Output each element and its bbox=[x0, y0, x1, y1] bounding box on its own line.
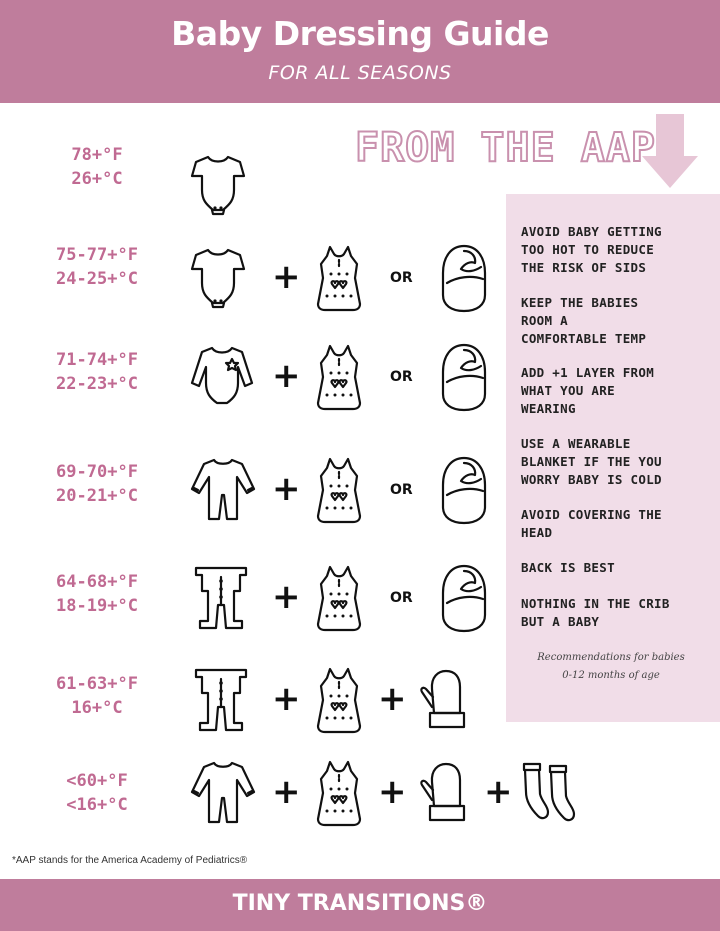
brand-name: TINY TRANSITIONS® bbox=[232, 891, 488, 916]
temperature-fahrenheit: 61-63+°F bbox=[56, 674, 138, 694]
aap-tip-line: BLANKET IF THE YOU bbox=[521, 454, 662, 469]
temperature-celsius: 26+°C bbox=[71, 169, 123, 189]
mitten-icon bbox=[418, 669, 470, 731]
sleep-sack-icon bbox=[317, 666, 361, 734]
temperature-label bbox=[22, 570, 172, 618]
aap-heading: FROM THE AAP bbox=[355, 125, 656, 171]
header-banner bbox=[0, 0, 720, 103]
aap-tip bbox=[521, 435, 716, 489]
plus-sign: + bbox=[272, 772, 301, 812]
arrow-down-icon bbox=[640, 112, 700, 190]
plus-sign: + bbox=[272, 679, 301, 719]
temperature-celsius: 16+°C bbox=[71, 698, 123, 718]
temperature-fahrenheit: <60+°F bbox=[66, 771, 128, 791]
short-sleeve-bodysuit-icon bbox=[190, 247, 246, 309]
short-sleeve-bodysuit-icon bbox=[190, 154, 246, 216]
temperature-celsius: 20-21+°C bbox=[56, 486, 138, 506]
aap-tip-line: NOTHING IN THE CRIB bbox=[521, 596, 670, 611]
aap-tip bbox=[521, 559, 716, 577]
mitten-icon bbox=[418, 762, 470, 824]
plus-sign: + bbox=[272, 356, 301, 396]
aap-tip-line: USE A WEARABLE bbox=[521, 436, 631, 451]
footless-sleeper-icon bbox=[190, 457, 256, 523]
plus-sign: + bbox=[272, 469, 301, 509]
swaddle-icon bbox=[441, 563, 487, 633]
footed-sleeper-icon bbox=[190, 667, 252, 733]
aap-tip-line: ADD +1 LAYER FROM bbox=[521, 365, 655, 380]
temperature-fahrenheit: 78+°F bbox=[71, 145, 123, 165]
plus-sign: + bbox=[272, 577, 301, 617]
sleep-sack-icon bbox=[317, 244, 361, 312]
aap-tip-line: AVOID COVERING THE bbox=[521, 507, 662, 522]
aap-tip-line: WORRY BABY IS COLD bbox=[521, 472, 662, 487]
page-title: Baby Dressing Guide bbox=[171, 14, 549, 53]
aap-tip-line: BUT A BABY bbox=[521, 614, 600, 629]
temperature-label bbox=[22, 460, 172, 508]
plus-sign: + bbox=[378, 679, 407, 719]
temperature-label bbox=[22, 672, 172, 720]
sleep-sack-icon bbox=[317, 343, 361, 411]
footer-banner bbox=[0, 879, 720, 931]
temperature-fahrenheit: 71-74+°F bbox=[56, 350, 138, 370]
sleep-sack-icon bbox=[317, 456, 361, 524]
socks-icon bbox=[518, 760, 578, 826]
plus-sign: + bbox=[378, 772, 407, 812]
sleep-sack-icon bbox=[317, 759, 361, 827]
swaddle-icon bbox=[441, 455, 487, 525]
aap-tip-line: WHAT YOU ARE bbox=[521, 383, 615, 398]
plus-sign: + bbox=[272, 257, 301, 297]
aap-tips-panel bbox=[506, 194, 720, 722]
footless-sleeper-icon bbox=[190, 760, 256, 826]
plus-sign: + bbox=[484, 772, 513, 812]
aap-tip-line: WEARING bbox=[521, 401, 576, 416]
or-label: OR bbox=[390, 590, 413, 606]
footed-sleeper-icon bbox=[190, 565, 252, 631]
temperature-label bbox=[22, 143, 172, 191]
sleep-sack-icon bbox=[317, 564, 361, 632]
temperature-label bbox=[22, 243, 172, 291]
page-subtitle: FOR ALL SEASONS bbox=[268, 62, 452, 84]
aap-tip-line: KEEP THE BABIES bbox=[521, 295, 639, 310]
long-sleeve-bodysuit-icon bbox=[190, 345, 254, 409]
temperature-celsius: 18-19+°C bbox=[56, 596, 138, 616]
aap-tip bbox=[521, 294, 716, 348]
age-note-line: Recommendations for babies bbox=[537, 652, 685, 663]
aap-tip-line: THE RISK OF SIDS bbox=[521, 260, 647, 275]
swaddle-icon bbox=[441, 243, 487, 313]
temperature-fahrenheit: 75-77+°F bbox=[56, 245, 138, 265]
aap-tip-line: HEAD bbox=[521, 525, 553, 540]
aap-tip bbox=[521, 506, 716, 542]
temperature-celsius: 22-23+°C bbox=[56, 374, 138, 394]
aap-tip-line: BACK IS BEST bbox=[521, 560, 615, 575]
or-label: OR bbox=[390, 482, 413, 498]
aap-tip bbox=[521, 364, 716, 418]
temperature-label bbox=[22, 348, 172, 396]
temperature-fahrenheit: 69-70+°F bbox=[56, 462, 138, 482]
footnote: *AAP stands for the America Academy of Pediatrics® bbox=[12, 855, 248, 866]
temperature-celsius: <16+°C bbox=[66, 795, 128, 815]
temperature-fahrenheit: 64-68+°F bbox=[56, 572, 138, 592]
age-note-line: 0-12 months of age bbox=[562, 670, 660, 681]
aap-tip bbox=[521, 223, 716, 277]
aap-tip-line: AVOID BABY GETTING bbox=[521, 224, 662, 239]
aap-tip-line: TOO HOT TO REDUCE bbox=[521, 242, 655, 257]
age-note bbox=[526, 649, 696, 685]
temperature-label bbox=[22, 769, 172, 817]
temperature-celsius: 24-25+°C bbox=[56, 269, 138, 289]
aap-tip-line: COMFORTABLE TEMP bbox=[521, 331, 647, 346]
or-label: OR bbox=[390, 369, 413, 385]
swaddle-icon bbox=[441, 342, 487, 412]
aap-tip-line: ROOM A bbox=[521, 313, 568, 328]
or-label: OR bbox=[390, 270, 413, 286]
aap-tip bbox=[521, 595, 716, 631]
